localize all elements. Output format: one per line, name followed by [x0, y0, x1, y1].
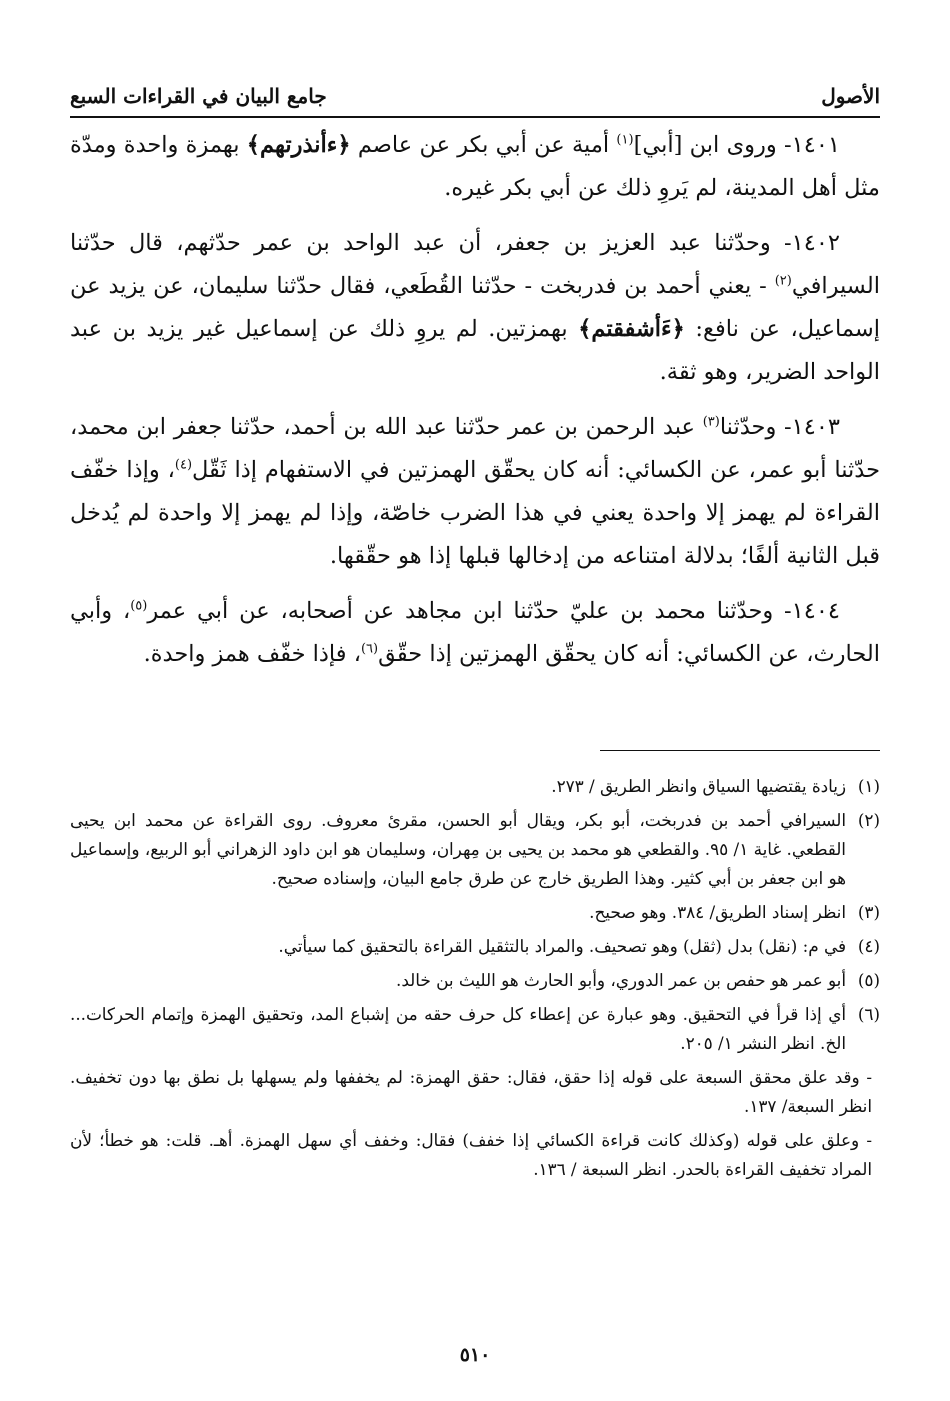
paragraph-text: ، فإذا خفّف همز واحدة. — [143, 641, 361, 667]
paragraph-text: ١٤٠٢- وحدّثنا عبد العزيز بن جعفر، أن عبد الواحد بن عمر حدّثهم، قال حدّثنا السيرافي — [70, 230, 880, 299]
section-title: الأصول — [821, 84, 880, 108]
footnote-4 — [70, 932, 880, 961]
paragraph-text: ، وأبي الحارث، عن الكسائي: أنه كان يحقّق الهمزتين إذا حقّق — [70, 598, 880, 667]
footnote-ref-6: (٦) — [360, 641, 379, 657]
footnote-number: (٤) — [857, 936, 880, 956]
paragraph-text: بهمزة واحدة ومدّة مثل أهل المدينة، لم يَروِ ذلك عن أبي بكر غيره. — [70, 132, 880, 201]
footnote-text: أبو عمر هو حفص بن عمر الدوري، وأبو الحارث هو الليث بن خالد. — [396, 970, 846, 990]
footnote-ref-5: (٥) — [130, 598, 148, 614]
paragraph-text: أمية عن أبي بكر عن عاصم — [350, 132, 617, 158]
footnote-text: انظر إسناد الطريق/ ٣٨٤. وهو صحيح. — [589, 902, 846, 922]
paragraph-text: بهمزتين. لم يروِ ذلك عن إسماعيل غير يزيد بن عبد الواحد الضرير، وهو ثقة. — [70, 316, 880, 385]
footnote-number: (٢) — [857, 810, 880, 830]
paragraph-text: ١٤٠٤- وحدّثنا محمد بن عليّ حدّثنا ابن مجاهد عن أصحابه، عن أبي عمر — [147, 598, 841, 624]
footnote-ref-1: (١) — [616, 132, 634, 148]
paragraph-text: ١٤٠٣- وحدّثنا — [719, 414, 840, 440]
footnote-6 — [70, 1000, 880, 1058]
page-number: ٥١٠ — [459, 1344, 491, 1366]
paragraph-1401 — [70, 124, 880, 210]
main-text — [70, 124, 880, 688]
paragraph-text: ١٤٠١- وروى ابن [أبي] — [633, 132, 840, 158]
footnote-ref-3: (٣) — [702, 414, 720, 430]
book-page — [70, 60, 881, 1366]
paragraph-text: ، وإذا خفّف القراءة لم يهمز إلا واحدة يعني في هذا الضرب خاصّة، وإذا لم يهمز إلا واحدة لم يُدخل قبل الثانية ألفًا؛ بدلالة امتناعه من إدخالها قبلها إذا هو حقّقها. — [70, 457, 880, 569]
book-title: جامع البيان في القراءات السبع — [70, 84, 327, 108]
footnote-text: زيادة يقتضيها السياق وانظر الطريق / ٢٧٣. — [551, 776, 846, 796]
paragraph-1404 — [70, 590, 880, 676]
footnote-number: (٦) — [857, 1004, 880, 1024]
footnotes — [70, 772, 880, 1189]
quran-word: ﴿ءأنذرتهم﴾ — [246, 132, 351, 158]
paragraph-1402 — [70, 222, 880, 394]
paragraph-1403 — [70, 406, 880, 578]
footnote-5 — [70, 966, 880, 995]
footnote-divider — [600, 750, 880, 751]
paragraph-text: عبد الرحمن بن عمر حدّثنا عبد الله بن أحمد، حدّثنا جعفر ابن محمد، حدّثنا أبو عمر، عن الكسائي: أنه كان يحقّق الهمزتين في الاستفهام إذا ثَقّل — [70, 414, 880, 483]
quran-word: ﴿ءَأشفقتم﴾ — [578, 316, 685, 342]
running-header — [70, 76, 880, 118]
footnote-1 — [70, 772, 880, 801]
footnote-ref-4: (٤) — [174, 457, 193, 473]
footnote-comment-1: - وقد علق محقق السبعة على قوله إذا حقق، فقال: حقق الهمزة: لم يخففها ولم يسهلها بل نطق بها دون تخفيف. انظر السبعة/ ١٣٧. — [70, 1067, 872, 1116]
footnote-number: (٥) — [857, 970, 880, 990]
footnote-comment-2: - وعلق على قوله (وكذلك كانت قراءة الكسائي إذا خفف) فقال: وخفف أي سهل الهمزة. أهـ. قلت: هو خطأ؛ لأن المراد تخفيف القراءة بالحدر. انظر السبعة / ١٣٦. — [70, 1130, 872, 1179]
footnote-number: (١) — [857, 776, 880, 796]
footnote-number: (٣) — [857, 902, 880, 922]
footnote-3 — [70, 898, 880, 927]
footnote-text: السيرافي أحمد بن فدربخت، أبو بكر، ويقال أبو الحسن، مقرئ معروف. روى القراءة عن محمد ابن يحيى القطعي. غاية ١/ ٩٥. والقطعي هو محمد بن يحيى بن مِهران، وسليمان هو ابن داود الزهراني أبو الربيع، وإسماعيل هو ابن جعفر بن أبي كثير. وهذا الطريق خارج عن طرق جامع البيان، وإسناده صحيح. — [70, 810, 846, 888]
footnote-ref-2: (٢) — [774, 273, 792, 289]
footnote-text: أي إذا قرأ في التحقيق. وهو عبارة عن إعطاء كل حرف حقه من إشباع المد، وتحقيق الهمزة وإتمام الحركات... الخ. انظر النشر ١/ ٢٠٥. — [70, 1004, 846, 1053]
footnote-text: في م: (نقل) بدل (ثقل) وهو تصحيف. والمراد بالتثقيل القراءة بالتحقيق كما سيأتي. — [278, 936, 846, 956]
footnote-2 — [70, 806, 880, 893]
paragraph-text: - يعني أحمد بن فدربخت - حدّثنا القُطَعي، فقال حدّثنا سليمان، عن يزيد عن إسماعيل، عن نافع: — [70, 273, 881, 342]
